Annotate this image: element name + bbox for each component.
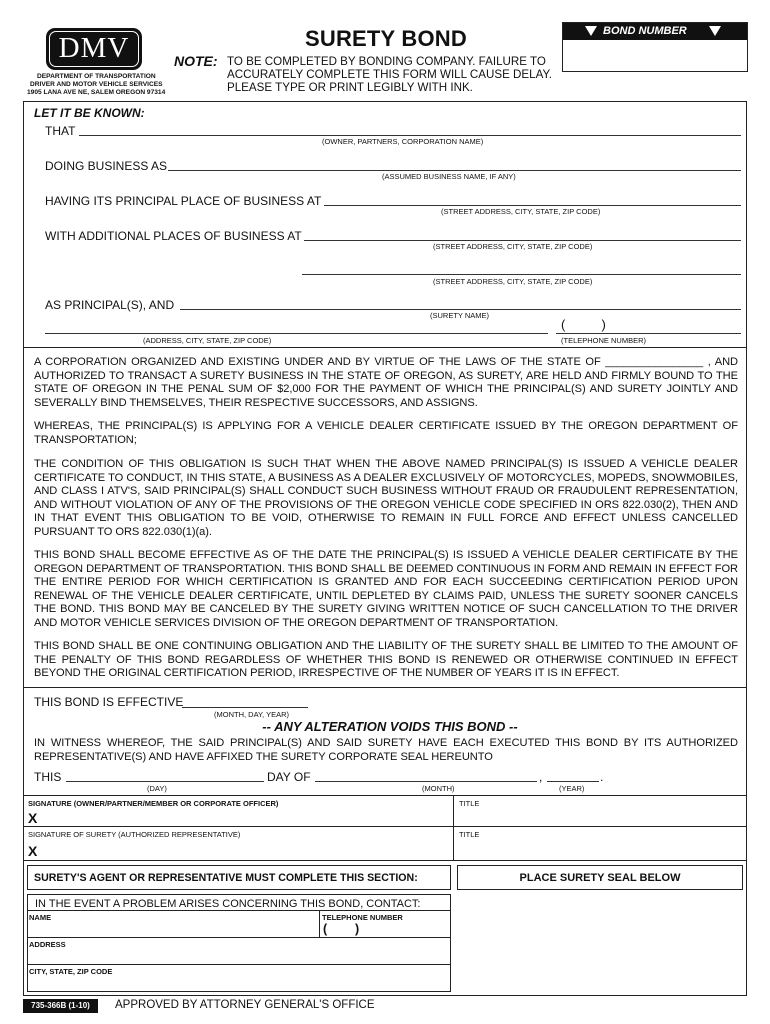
additional-place-caption-1: (STREET ADDRESS, CITY, STATE, ZIP CODE) xyxy=(433,242,593,251)
agent-section-box xyxy=(27,865,451,890)
this-label: THIS xyxy=(34,770,62,784)
signature-x-mark: X xyxy=(28,810,38,826)
agency-division: DRIVER AND MOTOR VEHICLE SERVICES xyxy=(30,81,163,88)
signature-title-label: TITLE xyxy=(459,830,480,839)
dba-caption: (ASSUMED BUSINESS NAME, IF ANY) xyxy=(382,172,516,181)
agent-section-title: SURETY'S AGENT OR REPRESENTATIVE MUST COMPLETE THIS SECTION: xyxy=(34,872,418,884)
additional-places-label: WITH ADDITIONAL PLACES OF BUSINESS AT xyxy=(45,229,302,243)
surety-address-field[interactable] xyxy=(45,333,548,334)
month-field[interactable] xyxy=(315,781,537,782)
paragraph-effective: THIS BOND SHALL BECOME EFFECTIVE AS OF THE DATE THE PRINCIPAL(S) IS ISSUED A VEHICLE DEALER CERTIFICATE BY THE OREGON DEPARTMENT OF TRANSPORTATION. THIS BOND SHALL BE DEEMED CONTINUOUS IN FORM AND REMAIN IN EFFECT FOR THE ENTIRE PERIOD FOR WHICH CERTIFICATION IS GRANTED AND FOR EACH SUCCEEDING CERTIFICATION PERIOD UPON RENEWAL OF THE VEHICLE DEALER CERTIFICATE, UNTIL DEPLETED BY CLAIMS PAID, UNLESS THE SURETY SOONER CANCELS THE BOND. THIS BOND MAY BE CANCELED BY THE SURETY GIVING WRITTEN NOTICE OF SUCH CANCELLATION TO THE DRIVER AND MOTOR VEHICLE SERVICES DIVISION OF THE OREGON DEPARTMENT OF TRANSPORTATION. xyxy=(34,549,738,629)
form-number-badge xyxy=(23,999,98,1013)
signature-x-mark: X xyxy=(28,843,38,859)
form-title: SURETY BOND xyxy=(305,26,467,51)
additional-place-field-1[interactable] xyxy=(304,240,741,241)
arrow-down-icon xyxy=(709,26,721,36)
surety-phone-caption: (TELEPHONE NUMBER) xyxy=(561,336,647,345)
year-field[interactable] xyxy=(547,781,599,782)
month-caption: (MONTH) xyxy=(422,784,455,793)
divider xyxy=(27,937,451,938)
as-principal-label: AS PRINCIPAL(S), AND xyxy=(45,298,175,312)
divider xyxy=(23,687,747,688)
note-line-1: TO BE COMPLETED BY BONDING COMPANY. FAILURE TO xyxy=(227,55,546,68)
note-line-3: PLEASE TYPE OR PRINT LEGIBLY WITH INK. xyxy=(227,81,473,94)
bond-number-box[interactable] xyxy=(562,22,748,72)
year-caption: (YEAR) xyxy=(559,784,585,793)
name-label: NAME xyxy=(29,913,52,922)
divider xyxy=(23,860,747,861)
surety-address-caption: (ADDRESS, CITY, STATE, ZIP CODE) xyxy=(143,336,272,345)
day-field[interactable] xyxy=(66,781,264,782)
dba-label: DOING BUSINESS AS xyxy=(45,159,168,173)
witness-text: IN WITNESS WHEREOF, THE SAID PRINCIPAL(S) AND SAID SURETY HAVE EACH EXECUTED THIS BOND BY ITS AUTHORIZED REPRESENTATIVE(S) AND HAVE AFFIXED THE SURETY CORPORATE SEAL HEREUNTO xyxy=(34,737,738,763)
owner-signature-field[interactable] xyxy=(44,808,452,826)
divider xyxy=(27,964,451,965)
form-number: 735-366B (1-10) xyxy=(31,1001,90,1010)
let-it-be-known: LET IT BE KNOWN: xyxy=(34,106,145,120)
owner-title-field[interactable] xyxy=(459,808,743,826)
address-label: ADDRESS xyxy=(29,940,66,949)
owner-name-field[interactable] xyxy=(79,135,741,136)
approval-text: APPROVED BY ATTORNEY GENERAL'S OFFICE xyxy=(115,999,375,1011)
additional-place-caption-2: (STREET ADDRESS, CITY, STATE, ZIP CODE) xyxy=(433,277,593,286)
day-of-label: DAY OF xyxy=(267,770,311,784)
surety-seal-area[interactable] xyxy=(457,892,743,992)
surety-name-field[interactable] xyxy=(180,309,741,310)
signature-title-label: TITLE xyxy=(459,799,480,808)
dba-field[interactable] xyxy=(168,170,741,171)
surety-seal-box xyxy=(457,865,743,890)
surety-title-field[interactable] xyxy=(459,840,743,858)
day-caption: (DAY) xyxy=(147,784,167,793)
paragraph-continuing: THIS BOND SHALL BE ONE CONTINUING OBLIGATION AND THE LIABILITY OF THE SURETY SHALL BE LIMITED TO THE AMOUNT OF THE PENALTY OF THIS BOND REGARDLESS OF WHETHER THIS BOND IS RENEWED OR OTHERWISE CONTINUED IN EFFECT BEYOND THE ORIGINAL CERTIFICATION PERIOD, IRRESPECTIVE OF THE NUMBER OF YEARS IT IS IN EFFECT. xyxy=(34,640,738,680)
dmv-logo xyxy=(46,28,142,70)
bond-number-header xyxy=(563,23,747,40)
divider xyxy=(23,795,747,796)
city-state-zip-label: CITY, STATE, ZIP CODE xyxy=(29,967,113,976)
telephone-label: TELEPHONE NUMBER xyxy=(322,913,403,922)
bond-number-label: BOND NUMBER xyxy=(603,25,687,37)
dmv-logo-text: DMV xyxy=(58,32,130,64)
paragraph-surety-binding: A CORPORATION ORGANIZED AND EXISTING UNDER AND BY VIRTUE OF THE LAWS OF THE STATE OF ________________ , AND AUTHORIZED TO TRANSACT A SURETY BUSINESS IN THE STATE OF OREGON, AS SURETY, ARE HELD AND FIRMLY BOUND TO THE STATE OF OREGON IN THE PENAL SUM OF $2,000 FOR THE PAYMENT OF WHICH THE PRINCIPAL(S) AND SURETY JOINTLY AND SEVERALLY BIND THEMSELVES, THEIR RESPECTIVE SUCCESSORS, AND ASSIGNS. xyxy=(34,356,738,409)
alteration-warning: -- ANY ALTERATION VOIDS THIS BOND -- xyxy=(262,719,518,734)
contact-label: IN THE EVENT A PROBLEM ARISES CONCERNING THIS BOND, CONTACT: xyxy=(35,898,421,910)
contact-phone-parens: ( ) xyxy=(323,922,360,936)
divider xyxy=(23,347,747,348)
principal-place-field[interactable] xyxy=(324,205,741,206)
paragraph-condition: THE CONDITION OF THIS OBLIGATION IS SUCH THAT WHEN THE ABOVE NAMED PRINCIPAL(S) IS ISSUED A VEHICLE DEALER CERTIFICATE TO CONDUCT, IN THIS STATE, A BUSINESS AS A DEALER EXCLUSIVELY OF MOTORCYCLES, MOPEDS, SNOWMOBILES, AND CLASS I ATV'S, SAID PRINCIPAL(S) SHALL CONDUCT SUCH BUSINESS WITHOUT FRAUD OR FRAUDULENT REPRESENTATION, AND WITHOUT VIOLATION OF ANY OF THE PROVISIONS OF THE OREGON VEHICLE CODE SPECIFIED IN ORS 822.030(2), THEN AND IN THAT EVENT THIS OBLIGATION TO BE VOID, OTHERWISE TO REMAIN IN FULL FORCE AND EFFECT UNLESS CANCELLED PURSUANT TO ORS 822.030(1)(a). xyxy=(34,458,738,538)
principal-place-label: HAVING ITS PRINCIPAL PLACE OF BUSINESS AT xyxy=(45,194,322,208)
agency-name: DEPARTMENT OF TRANSPORTATION xyxy=(37,73,156,80)
paragraph-whereas: WHEREAS, THE PRINCIPAL(S) IS APPLYING FOR A VEHICLE DEALER CERTIFICATE ISSUED BY THE OREGON DEPARTMENT OF TRANSPORTATION; xyxy=(34,420,738,446)
note-line-2: ACCURATELY COMPLETE THIS FORM WILL CAUSE DELAY. xyxy=(227,68,552,81)
effective-date-caption: (MONTH, DAY, YEAR) xyxy=(214,710,290,719)
contact-address-field[interactable] xyxy=(29,948,449,964)
agency-address: 1905 LANA AVE NE, SALEM OREGON 97314 xyxy=(27,89,166,96)
period: . xyxy=(600,770,604,784)
vertical-divider xyxy=(319,910,320,937)
divider xyxy=(23,826,747,827)
additional-place-field-2[interactable] xyxy=(302,274,741,275)
divider xyxy=(27,910,451,911)
surety-name-caption: (SURETY NAME) xyxy=(430,311,490,320)
effective-label: THIS BOND IS EFFECTIVE xyxy=(34,695,184,709)
surety-signature-field[interactable] xyxy=(44,840,452,858)
contact-name-field[interactable] xyxy=(29,921,317,937)
note-label: NOTE: xyxy=(174,53,218,69)
arrow-down-icon xyxy=(585,26,597,36)
surety-signature-label: SIGNATURE OF SURETY (AUTHORIZED REPRESENTATIVE) xyxy=(28,830,241,839)
owner-caption: (OWNER, PARTNERS, CORPORATION NAME) xyxy=(322,137,484,146)
effective-date-field[interactable] xyxy=(182,707,308,708)
that-label: THAT xyxy=(45,124,76,138)
principal-place-caption: (STREET ADDRESS, CITY, STATE, ZIP CODE) xyxy=(441,207,601,216)
comma: , xyxy=(539,770,543,784)
vertical-divider xyxy=(453,795,454,860)
contact-city-field[interactable] xyxy=(29,975,449,991)
surety-phone-field[interactable] xyxy=(556,333,741,334)
owner-signature-label: SIGNATURE (OWNER/PARTNER/MEMBER OR CORPORATE OFFICER) xyxy=(28,799,279,808)
surety-phone-parens: ( ) xyxy=(561,317,606,332)
seal-label: PLACE SURETY SEAL BELOW xyxy=(519,872,681,884)
